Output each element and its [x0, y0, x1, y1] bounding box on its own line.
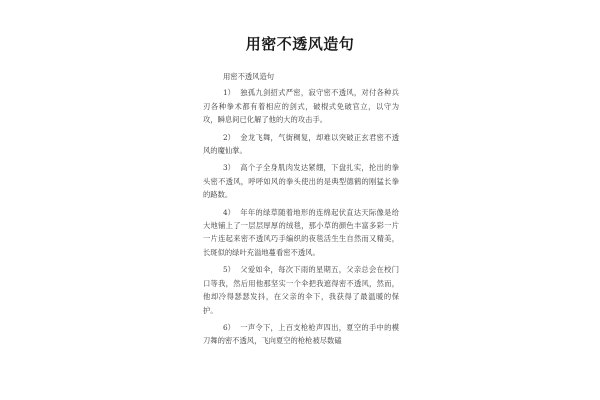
paragraph-text: 金龙飞舞，气街稠复，却难以突破正玄君密不透风的魔仙掌。 [203, 132, 399, 156]
paragraph-number: 3） [223, 163, 235, 173]
paragraph-text: 独孤九剑招式严密，寂守密不透风，对付各种兵刃各种拳术都有着相应的剑式，破棍式免破官立，以守为攻，瞬息间已化解了他的大的攻击手。 [203, 88, 399, 125]
paragraph-number: 5） [223, 265, 235, 275]
paragraph-6 [203, 321, 399, 348]
paragraph-text: 年年的绿草随着地形的连绵起伏直达天际像是给大地铺上了一层层厚厚的绒毯，那小草的颜色丰富多彩一片一片连起来密不透风巧手编织的夜毯活生生自然而又精美，长斑似的绿叶充溢地蔓看密不透风。 [203, 207, 399, 257]
paragraph-1 [203, 86, 399, 126]
document-subtitle: 用密不透风造句 [223, 72, 275, 81]
document-page [203, 70, 399, 352]
paragraph-5 [203, 263, 399, 317]
paragraph-text: 父爱如伞，每次下雨的星期五，父亲总会在校门口等我，然后用他那坚实一个伞把我遮得密不透风，然而，他却冷得瑟瑟发抖，在父亲的伞下，我获得了最温暖的保护。 [203, 265, 399, 315]
document-title: 用密不透风造句 [245, 35, 355, 53]
paragraph-3 [203, 161, 399, 201]
paragraph-text: 高个子全身肌肉发达紧绷，下盘扎实，抡出的拳头密不透风，呼呼如风的拳头使出的是典型德鹤的刚猛长拳的路数。 [203, 163, 399, 200]
paragraph-number: 1） [223, 88, 235, 98]
paragraph-number: 2） [223, 132, 235, 142]
paragraph-2 [203, 131, 399, 158]
paragraph-number: 4） [223, 207, 235, 217]
paragraph-number: 6） [223, 322, 235, 332]
paragraph-4 [203, 206, 399, 260]
paragraph-text: 一声令下，上百支枪枪声四出，夏空的手中的模刀舞的密不透风，飞向夏空的枪枪被尽数磕 [203, 322, 399, 346]
